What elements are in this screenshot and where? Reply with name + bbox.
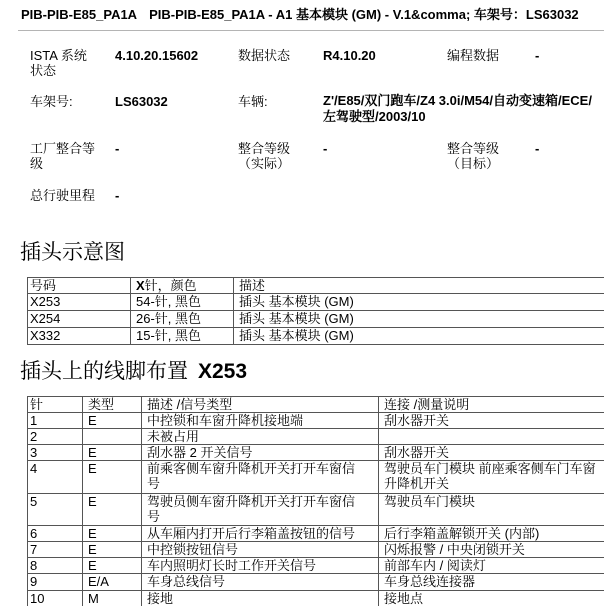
- table-row: [27, 525, 604, 541]
- table-row: [27, 493, 604, 525]
- connector-pins-cell: 26-针, 黑色: [130, 311, 233, 327]
- table-row: [27, 428, 604, 444]
- pin-signal-cell: 刮水器 2 开关信号: [141, 445, 378, 460]
- column-header-pins: [130, 278, 233, 293]
- connector-pins-cell: 15-针, 黑色: [130, 328, 233, 344]
- mileage-label: 总行驶里程: [30, 188, 96, 203]
- programming-data-label: 编程数据: [447, 48, 500, 63]
- title-spacer: [137, 7, 149, 23]
- factory-level-label: 工厂整合等级: [30, 141, 96, 171]
- actual-level-label: 整合等级（实际）: [238, 141, 291, 171]
- pin-connection-cell: 后行李箱盖解锁开关 (内部): [378, 526, 604, 541]
- target-level-value: -: [535, 141, 540, 156]
- pin-connection-cell: 刮水器开关: [378, 413, 604, 428]
- ista-status-value: 4.10.20.15602: [115, 48, 199, 63]
- pinout-heading-connector: X253: [198, 360, 248, 383]
- document-title-bar: [21, 7, 604, 23]
- table-row: [27, 573, 604, 590]
- factory-level-value: -: [115, 141, 120, 156]
- connector-number-cell: X253: [27, 294, 130, 310]
- vehicle-value: Z'/E85/双门跑车/Z4 3.0i/M54/自动变速箱/ECE/左驾驶型/2003/10: [323, 93, 592, 124]
- table-row: [27, 327, 604, 344]
- actual-level-value: -: [323, 141, 328, 156]
- pin-connection-cell: 车身总线连接器: [378, 574, 604, 590]
- pin-number-cell: 6: [27, 526, 82, 541]
- pin-type-cell: E: [82, 558, 141, 573]
- column-header-number: 号码: [27, 278, 130, 293]
- table-row: [27, 310, 604, 327]
- pin-signal-cell: 未被占用: [141, 429, 378, 444]
- table-row: [27, 557, 604, 573]
- connectors-table: [27, 277, 604, 345]
- vin-label: 车架号:: [30, 94, 73, 109]
- data-status-value: R4.10.20: [323, 48, 376, 63]
- pinout-table: [27, 396, 604, 606]
- ista-status-label: ISTA 系统状态: [30, 48, 87, 78]
- vin-value: LS63032: [115, 94, 168, 109]
- pin-signal-cell: 从车厢内打开后行李箱盖按钮的信号: [141, 526, 378, 541]
- pin-number-cell: 10: [27, 591, 82, 606]
- pin-type-cell: E: [82, 413, 141, 428]
- pin-number-cell: 7: [27, 542, 82, 557]
- connector-pins-cell: 54-针, 黑色: [130, 294, 233, 310]
- table-row: [27, 412, 604, 428]
- pin-type-cell: [82, 429, 141, 444]
- programming-data-value: -: [535, 48, 540, 63]
- mileage-value: -: [115, 188, 120, 203]
- column-header-description: 描述: [233, 278, 604, 293]
- connectors-heading: 插头示意图: [20, 241, 125, 264]
- table-row: [27, 444, 604, 460]
- table-row: [27, 293, 604, 310]
- pin-connection-cell: [378, 429, 604, 444]
- pin-signal-cell: 车内照明灯长时工作开关信号: [141, 558, 378, 573]
- pin-number-cell: 5: [27, 494, 82, 525]
- pin-type-cell: E/A: [82, 574, 141, 590]
- pin-number-cell: 4: [27, 461, 82, 493]
- pin-number-cell: 9: [27, 574, 82, 590]
- column-header-pins-prefix: X: [136, 278, 145, 293]
- pin-signal-cell: 驾驶员侧车窗升降机开关打开车窗信号: [141, 494, 378, 525]
- pin-type-cell: E: [82, 526, 141, 541]
- connector-description-cell: 插头 基本模块 (GM): [233, 311, 604, 327]
- pin-connection-cell: 刮水器开关: [378, 445, 604, 460]
- pin-connection-cell: 驾驶员车门模块: [378, 494, 604, 525]
- pinout-heading: [20, 360, 247, 384]
- pin-type-cell: E: [82, 461, 141, 493]
- pinout-heading-text: 插头上的线脚布置: [20, 360, 188, 383]
- connector-description-cell: 插头 基本模块 (GM): [233, 328, 604, 344]
- pin-connection-cell: 接地点: [378, 591, 604, 606]
- column-header-pins-text: 针，颜色: [144, 278, 197, 293]
- document-id: PIB-PIB-E85_PA1A: [21, 7, 138, 22]
- pin-connection-cell: 闪烁报警 / 中央闭锁开关: [378, 542, 604, 557]
- column-header-pin: 针: [27, 397, 82, 412]
- column-header-connection: 连接 /测量说明: [378, 397, 604, 412]
- table-row: [27, 590, 604, 606]
- table-header-row: [27, 396, 604, 412]
- pin-number-cell: 2: [27, 429, 82, 444]
- pin-signal-cell: 中控锁按钮信号: [141, 542, 378, 557]
- connector-number-cell: X254: [27, 311, 130, 327]
- vehicle-label: 车辆:: [238, 94, 268, 109]
- pin-signal-cell: 中控锁和车窗升降机接地端: [141, 413, 378, 428]
- table-row: [27, 541, 604, 557]
- pin-connection-cell: 驾驶员车门模块 前座乘客侧车门车窗升降机开关: [378, 461, 604, 493]
- pin-signal-cell: 车身总线信号: [141, 574, 378, 590]
- table-header-row: [27, 277, 604, 293]
- table-row: [27, 460, 604, 493]
- connector-description-cell: 插头 基本模块 (GM): [233, 294, 604, 310]
- connector-number-cell: X332: [27, 328, 130, 344]
- header-divider: [18, 30, 604, 31]
- pin-signal-cell: 接地: [141, 591, 378, 606]
- column-header-signal: 描述 /信号类型: [141, 397, 378, 412]
- pin-number-cell: 3: [27, 445, 82, 460]
- target-level-label: 整合等级（目标）: [447, 141, 500, 171]
- column-header-type: 类型: [82, 397, 141, 412]
- pin-number-cell: 8: [27, 558, 82, 573]
- data-status-label: 数据状态: [238, 48, 291, 63]
- pin-connection-cell: 前部车内 / 阅读灯: [378, 558, 604, 573]
- pin-type-cell: E: [82, 445, 141, 460]
- pin-type-cell: M: [82, 591, 141, 606]
- pin-type-cell: E: [82, 494, 141, 525]
- pin-signal-cell: 前乘客侧车窗升降机开关打开车窗信号: [141, 461, 378, 493]
- pin-number-cell: 1: [27, 413, 82, 428]
- document-title: PIB-PIB-E85_PA1A - A1 基本模块 (GM) - V.1&comma; 车架号：LS63032: [149, 7, 579, 22]
- pin-type-cell: E: [82, 542, 141, 557]
